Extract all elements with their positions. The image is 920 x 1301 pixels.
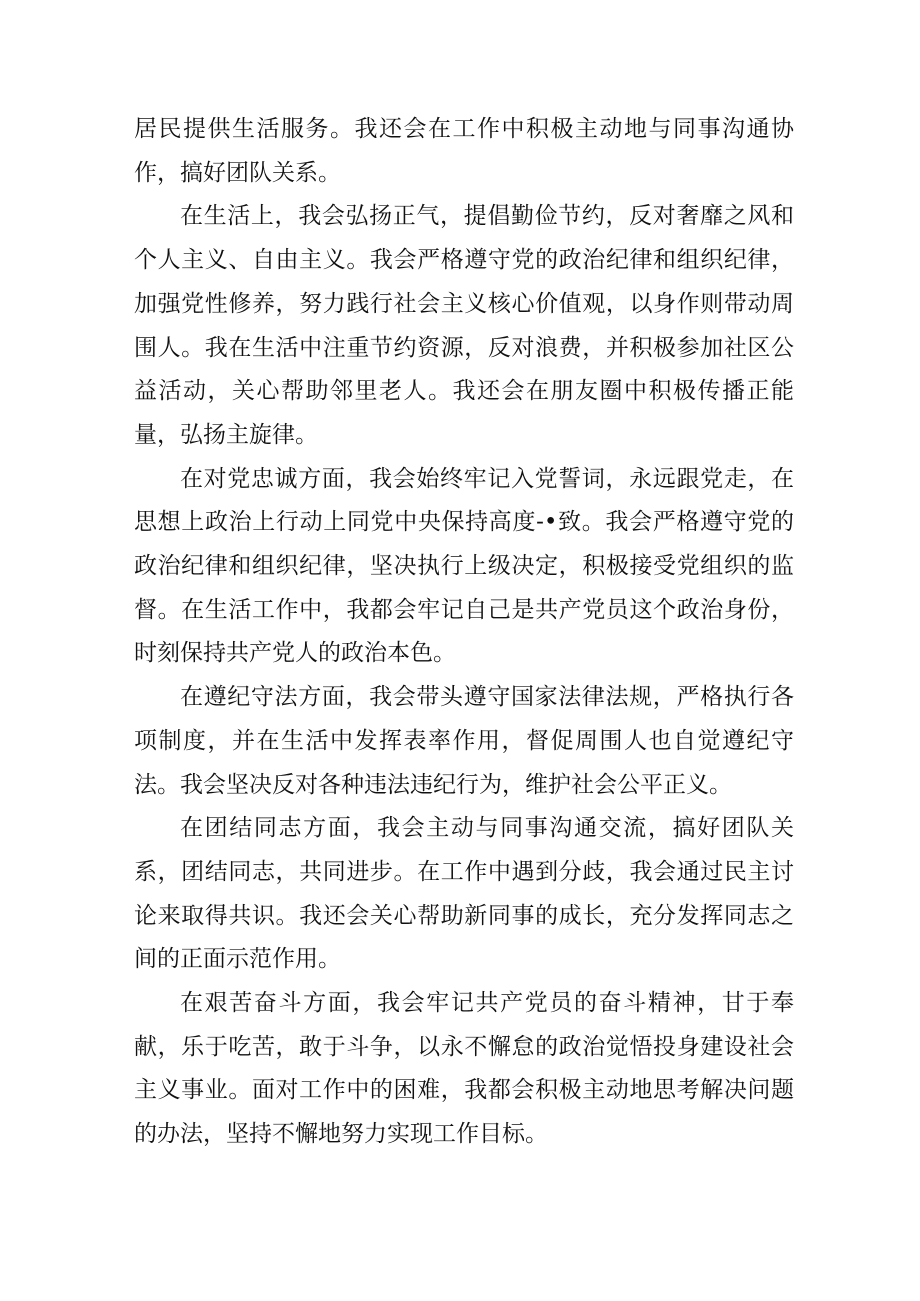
paragraph-unity: 在团结同志方面，我会主动与同事沟通交流，搞好团队关系，团结同志，共同进步。在工作中遇到分歧，我会通过民主讨论来取得共识。我还会关心帮助新同事的成长，充分发挥同志之间的正面示范作用。 [134,815,794,973]
paragraph-loyalty: 在对党忠诚方面，我会始终牢记入党誓词，永远跟党走，在思想上政治上行动上同党中央保持高度-•致。我会严格遵守党的政治纪律和组织纪律，坚决执行上级决定，积极接受党组织的监督。在生活工作中，我都会牢记自己是共产党员这个政治身份，时刻保持共产党人的政治本色。 [134,465,794,667]
paragraph-continued-service: 居民提供生活服务。我还会在工作中积极主动地与同事沟通协作，搞好团队关系。 [134,116,794,186]
paragraph-law-abiding: 在遵纪守法方面，我会带头遵守国家法律法规，严格执行各项制度，并在生活中发挥表率作用，督促周围人也自觉遵纪守法。我会坚决反对各种违法违纪行为，维护社会公平正义。 [134,684,794,798]
document-body [134,108,794,1157]
paragraph-hard-work: 在艰苦奋斗方面，我会牢记共产党员的奋斗精神，甘于奉献，乐于吃苦，敢于斗争，以永不懈怠的政治觉悟投身建设社会主义事业。面对工作中的困难，我都会积极主动地思考解决问题的办法，坚持不懈地努力实现工作目标。 [134,990,794,1148]
paragraph-life: 在生活上，我会弘扬正气，提倡勤俭节约，反对奢靡之风和个人主义、自由主义。我会严格遵守党的政治纪律和组织纪律，加强党性修养，努力践行社会主义核心价值观，以身作则带动周围人。我在生活中注重节约资源，反对浪费，并积极参加社区公益活动，关心帮助邻里老人。我还会在朋友圈中积极传播正能量，弘扬主旋律。 [134,203,794,448]
